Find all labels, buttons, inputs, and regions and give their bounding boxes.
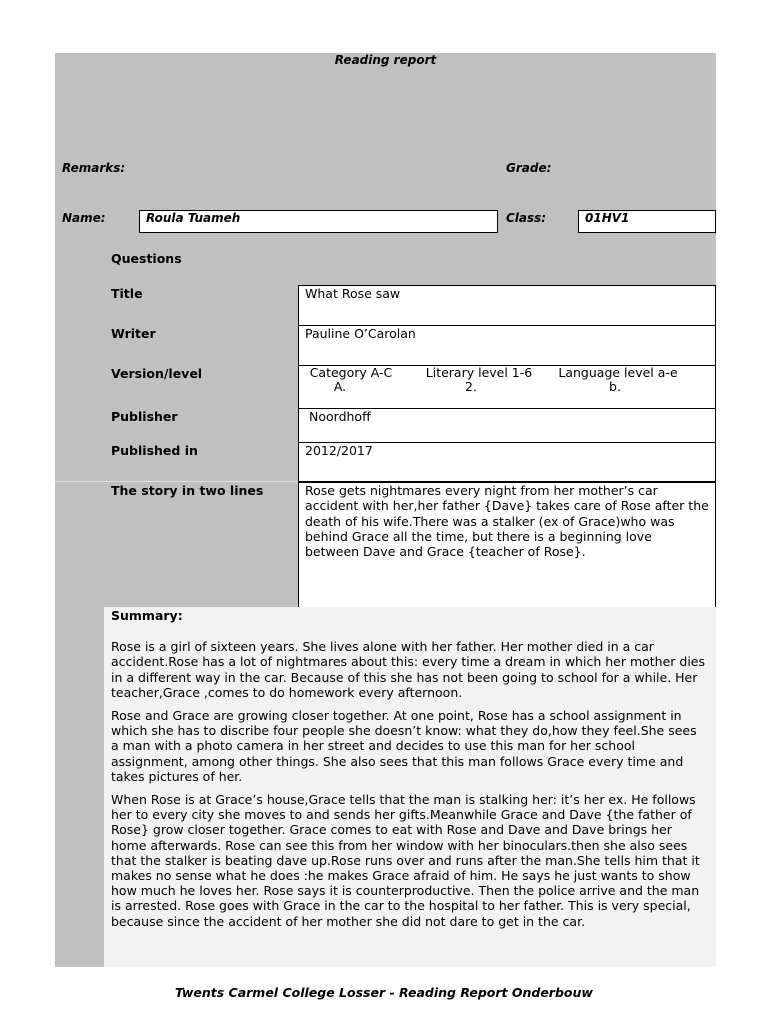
question-label-title: Title bbox=[111, 286, 143, 301]
literary-label: Literary level 1-6 bbox=[425, 365, 533, 380]
answer-published-in-text: 2012/2017 bbox=[305, 443, 373, 458]
language-value: b. bbox=[609, 379, 621, 394]
answer-version-level[interactable] bbox=[298, 365, 716, 409]
report-title: Reading report bbox=[334, 53, 437, 67]
question-label-writer: Writer bbox=[111, 326, 156, 341]
class-label: Class: bbox=[506, 211, 547, 225]
answer-publisher[interactable] bbox=[298, 408, 716, 443]
question-label-publisher: Publisher bbox=[111, 409, 178, 424]
answer-published-in[interactable] bbox=[298, 442, 716, 482]
answer-title[interactable] bbox=[298, 285, 716, 326]
question-label-version-level: Version/level bbox=[111, 366, 203, 381]
language-cell bbox=[553, 366, 683, 394]
category-label: Category A-C bbox=[309, 365, 393, 380]
remarks-label: Remarks: bbox=[62, 161, 126, 175]
question-label-story: The story in two lines bbox=[111, 483, 264, 498]
summary-section bbox=[104, 607, 716, 967]
name-value: Roula Tuameh bbox=[146, 211, 241, 225]
section-divider bbox=[55, 481, 298, 482]
answer-title-text: What Rose saw bbox=[305, 286, 401, 301]
page-footer: Twents Carmel College Losser - Reading Report Onderbouw bbox=[175, 985, 593, 1000]
summary-paragraph: Rose and Grace are growing closer together. At one point, Rose has a school assignment in which she has to discribe four people she doesn’t know: what they do,how they feel.She sees a man with a photo camera in her street and decides to use this man for her school assignment, among other things. She also sees that this man follows Grace every time and takes pictures of her. bbox=[111, 708, 697, 784]
questions-heading: Questions bbox=[111, 251, 182, 266]
summary-label: Summary: bbox=[111, 608, 183, 623]
language-label: Language level a-e bbox=[558, 365, 678, 380]
category-cell bbox=[305, 366, 397, 394]
grade-label: Grade: bbox=[506, 161, 552, 175]
summary-paragraph: When Rose is at Grace’s house,Grace tells that the man is stalking her: it’s her ex. He follows her to every city she moves to and sends her gifts.Meanwhile Grace and Dave {the father of Rose} grow closer together. Grace comes to eat with Rose and Dave and Dave brings her home afterwards. Rose can see this from her window with her binoculars.then she also sees that the stalker is beating dave up.Rose runs over and runs after the man.She tells him that it makes no sense what he does :he makes Grace afraid of him. He says he just wants to show how much he loves her. Rose says it is counterproductive. Then the police arrive and the man is arrested. Rose goes with Grace in the car to the hospital to her father. This is very special, because since the accident of her mother she did not dare to get in the car. bbox=[111, 792, 700, 929]
name-field[interactable] bbox=[139, 210, 498, 233]
answer-story[interactable] bbox=[298, 482, 716, 609]
question-label-published-in: Published in bbox=[111, 443, 198, 458]
class-value: 01HV1 bbox=[585, 211, 630, 225]
category-value: A. bbox=[333, 379, 347, 394]
answer-publisher-text: Noordhoff bbox=[309, 409, 371, 424]
literary-value: 2. bbox=[465, 379, 477, 394]
class-field[interactable] bbox=[578, 210, 716, 233]
summary-paragraph: Rose is a girl of sixteen years. She lives alone with her father. Her mother died in a car accident.Rose has a lot of nightmares about this: every time a dream in which her mother dies in a different way in the car. Because of this she has not been going to school for a while. Her teacher,Grace ,comes to do homework every afternoon. bbox=[111, 639, 706, 700]
answer-writer-text: Pauline O’Carolan bbox=[305, 326, 416, 341]
answer-story-text: Rose gets nightmares every night from her mother’s car accident with her,her father {Dave} takes care of Rose after the death of his wife.There was a stalker (ex of Grace)who was behind Grace all the time, but there is a beginning love between Dave and Grace {teacher of Rose}. bbox=[305, 483, 709, 560]
name-label: Name: bbox=[62, 211, 106, 225]
literary-cell bbox=[419, 366, 539, 394]
form-left-strip bbox=[55, 607, 104, 967]
answer-writer[interactable] bbox=[298, 325, 716, 366]
